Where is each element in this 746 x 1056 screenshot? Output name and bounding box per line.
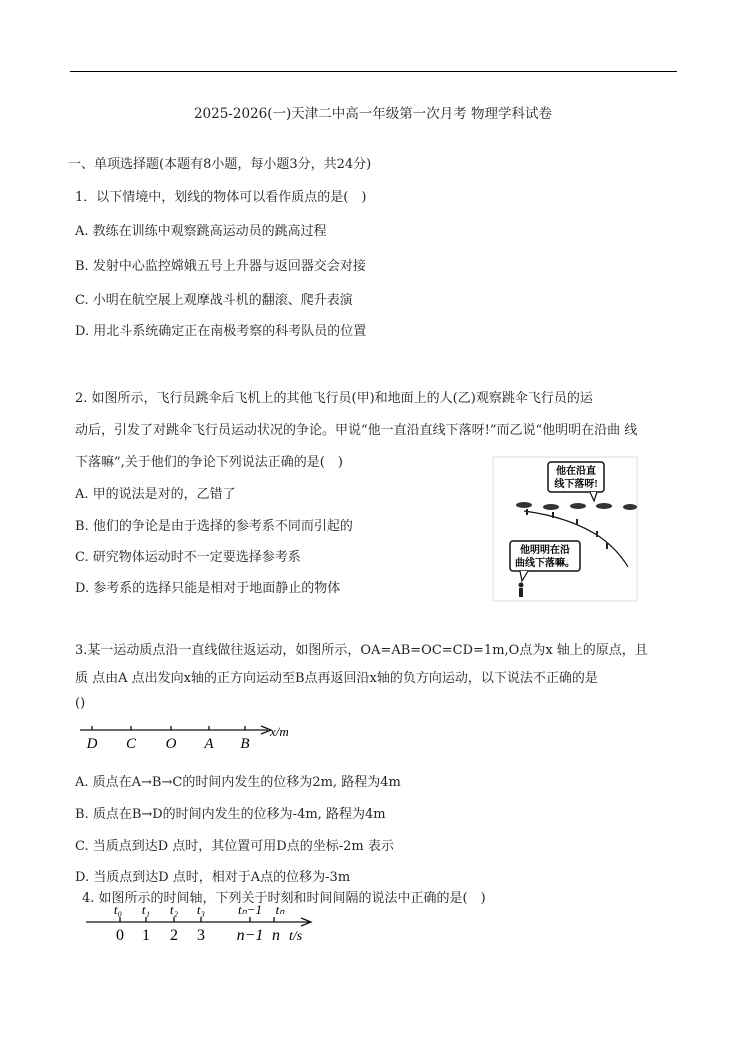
- q3-number-line: [78, 718, 308, 752]
- axis-unit-x: x/m: [270, 724, 289, 739]
- q2-option-c: C. 研究物体运动时不一定要选择参考系: [75, 550, 301, 565]
- time-label-t0: t₀: [113, 902, 123, 917]
- time-label-tn-1: tₙ−1: [237, 902, 263, 917]
- q2-stem-line2: 动后，引发了对跳伞飞行员运动状况的争论。甲说“他一直沿直线下落呀!”而乙说“他明明在沿曲 线: [75, 423, 638, 438]
- axis-label-d: D: [86, 736, 98, 752]
- time-label-t1: t₁: [141, 902, 151, 917]
- bubble-top-text-2: 线下落呀!: [554, 479, 598, 490]
- time-number-1: 1: [142, 927, 150, 944]
- axis-label-c: C: [125, 736, 137, 752]
- q3-stem-line3: (): [75, 696, 86, 711]
- time-number-2: 2: [170, 927, 178, 944]
- time-axis-unit: t/s: [289, 929, 303, 944]
- axis-label-o: O: [165, 736, 177, 752]
- q1-option-a: A. 教练在训练中观察跳高运动员的跳高过程: [75, 224, 327, 239]
- exam-title: 2025-2026(一)天津二中高一年级第一次月考 物理学科试卷: [193, 106, 553, 122]
- q1-option-d: D. 用北斗系统确定正在南极考察的科考队员的位置: [75, 324, 367, 339]
- bubble-top-text-1: 他在沿直: [556, 466, 596, 477]
- q2-option-a: A. 甲的说法是对的，乙错了: [75, 487, 236, 502]
- header-rule: [70, 71, 677, 72]
- q1-stem: 1．以下情境中，划线的物体可以看作质点的是( ): [75, 190, 367, 205]
- section-heading: 一、单项选择题(本题有8小题，每小题3分，共24分): [68, 157, 372, 172]
- q2-stem-line3: 下落嘛”,关于他们的争论下列说法正确的是( ): [75, 455, 343, 470]
- q2-option-d: D. 参考系的选择只能是相对于地面静止的物体: [75, 581, 341, 596]
- time-number-3: 3: [197, 927, 205, 944]
- q1-option-c: C. 小明在航空展上观摩战斗机的翻滚、爬升表演: [75, 293, 353, 308]
- q3-option-c: C. 当质点到达D 点时，其位置可用D点的坐标-2m 表示: [75, 839, 394, 854]
- q2-parachute-figure: [490, 455, 640, 603]
- time-label-tn: tₙ: [275, 902, 285, 917]
- bubble-bottom-text-2: 曲线下落嘛。: [515, 558, 575, 569]
- q4-time-axis: [84, 900, 324, 944]
- q3-option-b: B. 质点在B→D的时间内发生的位移为-4m, 路程为4m: [75, 807, 386, 822]
- time-number-n: n: [272, 927, 280, 944]
- bubble-bottom-text-1: 他明明在沿: [520, 545, 570, 556]
- q3-stem-line2: 质 点由A 点出发向x轴的正方向运动至B点再返回沿x轴的负方向运动，以下说法不正确的是: [75, 671, 598, 686]
- q2-stem-line1: 2. 如图所示，飞行员跳伞后飞机上的其他飞行员(甲)和地面上的人(乙)观察跳伞飞行员的运: [75, 391, 593, 406]
- time-number-n-1: n−1: [236, 927, 264, 944]
- q3-option-d: D. 当质点到达D 点时，相对于A点的位移为-3m: [75, 870, 351, 885]
- axis-label-b: B: [240, 736, 250, 752]
- q2-option-b: B. 他们的争论是由于选择的参考系不同而引起的: [75, 519, 353, 534]
- time-number-0: 0: [116, 927, 124, 944]
- q1-option-b: B. 发射中心监控嫦娥五号上升器与返回器交会对接: [75, 259, 366, 274]
- ground-person: [519, 583, 524, 598]
- q4-stem: 4. 如图所示的时间轴，下列关于时刻和时间间隔的说法中正确的是( ): [82, 891, 486, 906]
- q3-stem-line1: 3.某一运动质点沿一直线做往返运动，如图所示，OA=AB=OC=CD=1m,O点为x 轴上的原点，且: [75, 643, 648, 658]
- time-label-t3: t₃: [196, 902, 206, 917]
- axis-label-a: A: [204, 736, 214, 752]
- q3-option-a: A. 质点在A→B→C的时间内发生的位移为2m, 路程为4m: [75, 775, 401, 790]
- time-label-t2: t₂: [169, 902, 179, 917]
